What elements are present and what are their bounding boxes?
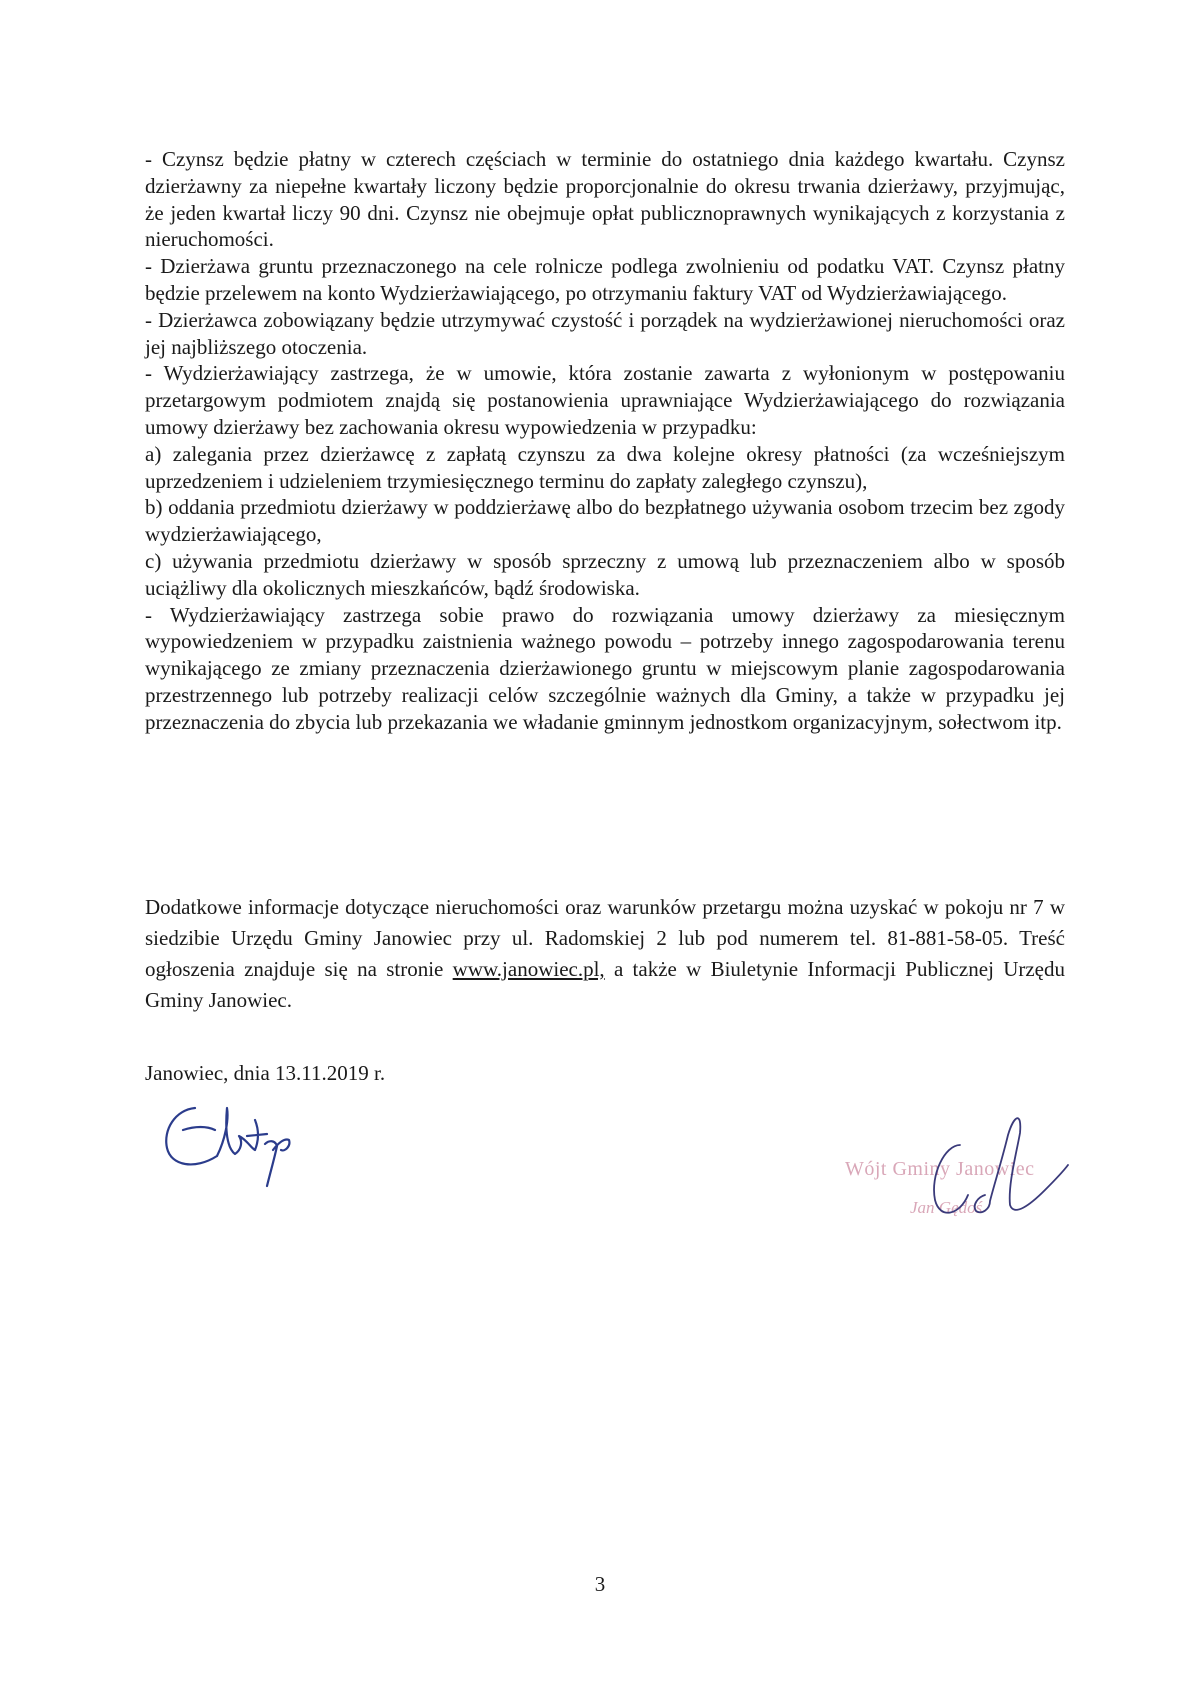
page-number: 3 [594, 1572, 606, 1596]
handwritten-signature-left [155, 1090, 315, 1200]
list-item-a: a) zalegania przez dzierżawcę z zapłatą czynszu za dwa kolejne okresy płatności (za wcześniejszym uprzedzeniem i udzieleniem trzymiesięcznego terminu do zapłaty zaległego czynszu), [145, 441, 1065, 493]
paragraph-termination-notice: - Wydzierżawiający zastrzega sobie prawo do rozwiązania umowy dzierżawy za miesięcznym wypowiedzeniem w przypadku zaistnienia ważnego powodu – potrzeby innego zagospodarowania terenu wynikającego ze zmiany przeznaczenia dzierżawionego gruntu w miejscowym planie zagospodarowania przestrzennego lub potrzeby realizacji celów szczególnie ważnych dla Gminy, a także w przypadku jej przeznaczenia do zbycia lub przekazania we władanie gminnym jednostkom organizacyjnym, sołectwom itp. [145, 602, 1065, 734]
website-link[interactable]: www.janowiec.pl, [452, 957, 605, 981]
paragraph-termination-conditions: - Wydzierżawiający zastrzega, że w umowie, która zostanie zawarta z wyłonionym w postępowaniu przetargowym podmiotem znajdą się postanowienia uprawniające Wydzierżawiającego do rozwiązania umowy dzierżawy bez zachowania okresu wypowiedzenia w przypadku: [145, 361, 1065, 439]
document-body [145, 146, 1065, 736]
additional-info-paragraph [145, 892, 1065, 1016]
handwritten-signature-right [890, 1105, 1070, 1245]
list-item-b: b) oddania przedmiotu dzierżawy w poddzierżawę albo do bezpłatnego używania osobom trzecim bez zgody wydzierżawiającego, [145, 495, 1065, 547]
list-item-c: c) używania przedmiotu dzierżawy w sposób sprzeczny z umową lub przeznaczeniem albo w sposób uciążliwy dla okolicznych mieszkańców, bądź środowiska. [145, 548, 1065, 600]
stamp-name: Jan Gędoś [910, 1198, 983, 1217]
date-line: Janowiec, dnia 13.11.2019 r. [145, 1061, 386, 1085]
paragraph-vat-exemption: - Dzierżawa gruntu przeznaczonego na cele rolnicze podlega zwolnieniu od podatku VAT. Czynsz płatny będzie przelewem na konto Wydzierżawiającego, po otrzymaniu faktury VAT od Wydzierżawiającego. [145, 254, 1065, 305]
paragraph-cleanliness: - Dzierżawca zobowiązany będzie utrzymywać czystość i porządek na wydzierżawionej nieruchomości oraz jej najbliższego otoczenia. [145, 307, 1065, 359]
paragraph-rent-payment: - Czynsz będzie płatny w czterech częściach w terminie do ostatniego dnia każdego kwartału. Czynsz dzierżawny za niepełne kwartały liczony będzie proporcjonalnie do okresu trwania dzierżawy, przyjmując, że jeden kwartał liczy 90 dni. Czynsz nie obejmuje opłat publicznoprawnych wynikających z korzystania z nieruchomości. [145, 147, 1065, 252]
info-text-after-link: a także w Biuletynie Informacji Publicznej Urzędu Gminy Janowiec. [145, 957, 1065, 1012]
stamp-office-title: Wójt Gminy Janowiec [845, 1158, 1035, 1180]
info-text-before-link: Dodatkowe informacje dotyczące nieruchomości oraz warunków przetargu można uzyskać w pokoju nr 7 w siedzibie Urzędu Gminy Janowiec przy ul. Radomskiej 2 lub pod numerem tel. 81-881-58-05. Treść ogłoszenia znajduje się na stronie [145, 895, 1065, 981]
